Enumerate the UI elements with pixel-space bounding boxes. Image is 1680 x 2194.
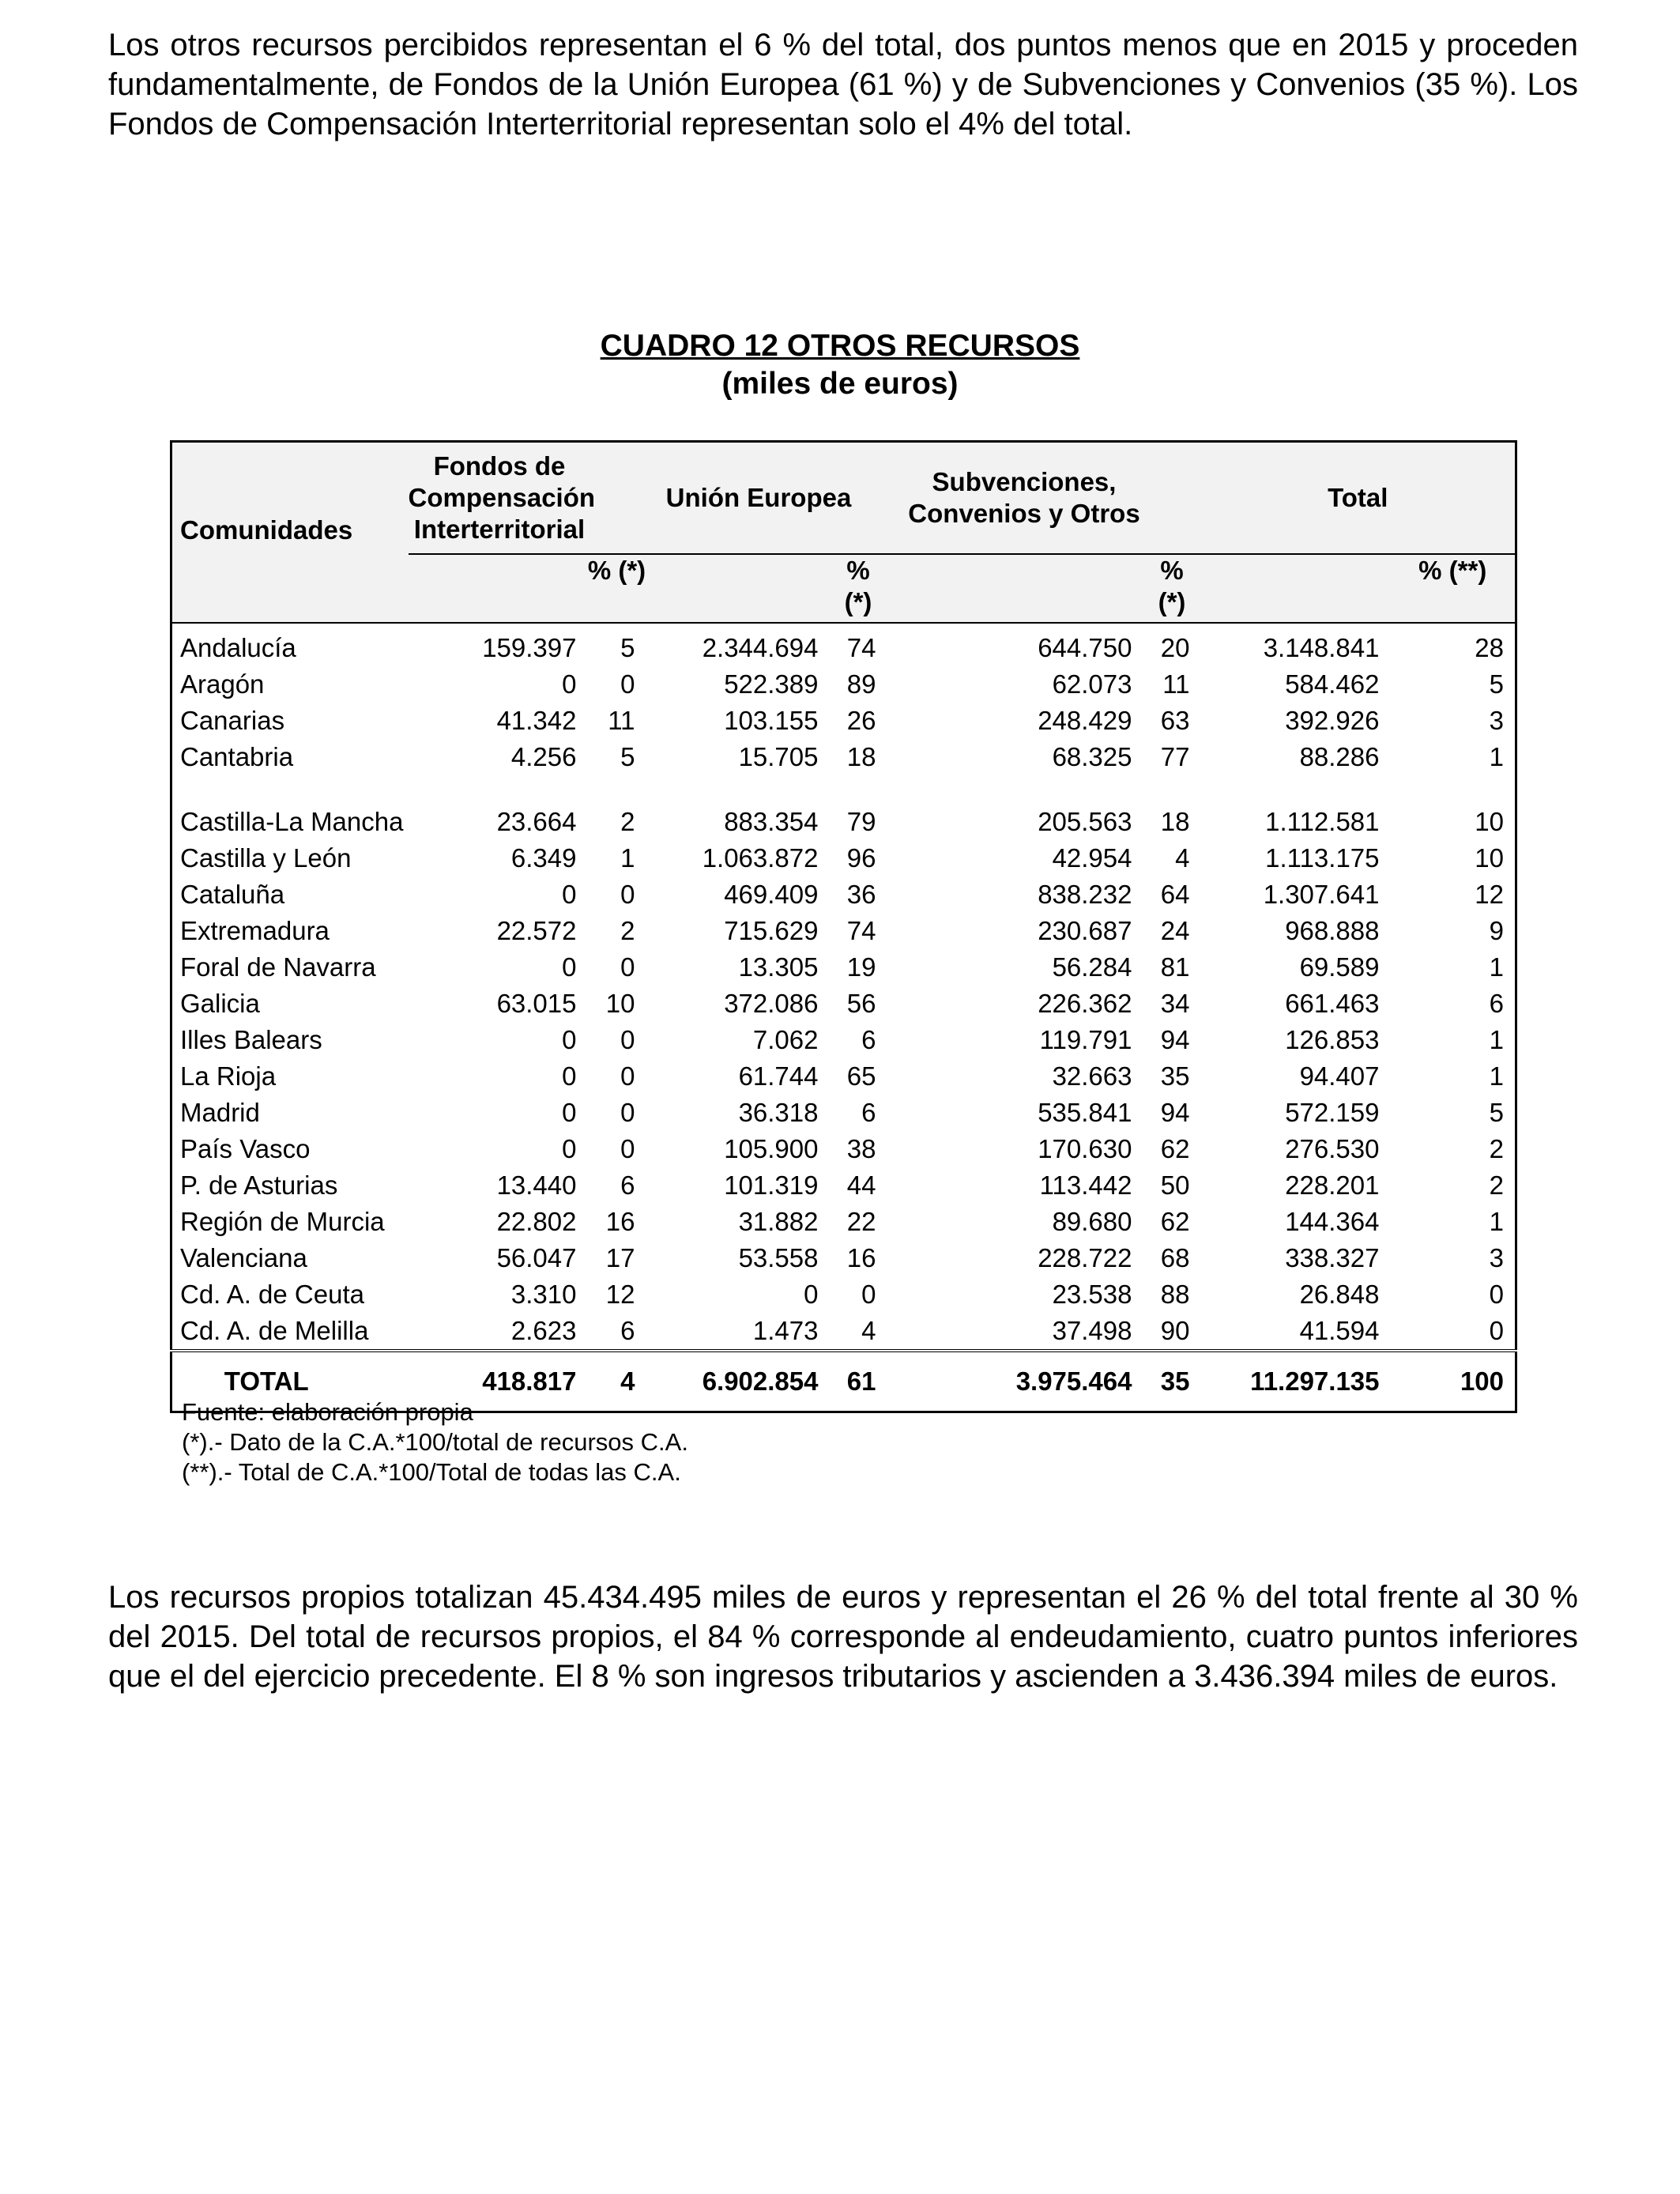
resources-table-container — [170, 440, 1515, 1413]
fci-pct: 12 — [605, 1280, 635, 1309]
ue-amount: 469.409 — [724, 880, 819, 909]
total-total: 11.297.135 — [1201, 1351, 1391, 1412]
table-row — [171, 876, 1516, 913]
ue-pct: 0 — [861, 1280, 876, 1309]
fci-pct: 1 — [620, 843, 635, 873]
header-fci-amount — [409, 554, 588, 623]
subv-amount: 62.073 — [1052, 669, 1132, 699]
subv-pct: 68 — [1160, 1243, 1190, 1272]
total-amount: 26.848 — [1299, 1280, 1380, 1309]
subv-pct: 94 — [1160, 1025, 1190, 1054]
ue-pct: 96 — [846, 843, 876, 873]
row-name: Cd. A. de Ceuta — [180, 1280, 364, 1309]
total-amount: 392.926 — [1285, 706, 1380, 735]
fci-pct: 2 — [620, 916, 635, 945]
subv-pct: 81 — [1160, 952, 1190, 982]
closing-paragraph: Los recursos propios totalizan 45.434.495 miles de euros y representan el 26 % del total frente al 30 % del 2015. Del total de recursos propios, el 84 % corresponde al endeudamiento, cuatro puntos inferiores que el del ejercicio precedente. El 8 % son ingresos tributarios y ascienden a 3.436.394 miles de euros. — [108, 1580, 1578, 1694]
footnote-single-star: (*).- Dato de la C.A.*100/total de recursos C.A. — [182, 1428, 688, 1456]
table-row — [171, 1313, 1516, 1351]
header-subv-amount — [887, 554, 1143, 623]
subv-pct: 18 — [1160, 807, 1190, 836]
fci-pct: 0 — [620, 1025, 635, 1054]
total-amount: 1.112.581 — [1265, 807, 1380, 836]
ue-pct: 26 — [846, 706, 876, 735]
total-subv-pct: 35 — [1143, 1351, 1201, 1412]
ue-amount: 372.086 — [724, 989, 819, 1018]
total-pct: 1 — [1489, 1061, 1505, 1091]
total-ue: 6.902.854 — [646, 1351, 830, 1412]
subv-amount: 42.954 — [1052, 843, 1132, 873]
ue-pct: 65 — [846, 1061, 876, 1091]
ue-amount: 13.305 — [738, 952, 819, 982]
fci-amount: 0 — [562, 1061, 577, 1091]
row-name: Castilla-La Mancha — [180, 807, 404, 836]
fci-amount: 3.310 — [510, 1280, 577, 1309]
total-amount: 144.364 — [1285, 1207, 1380, 1236]
fci-amount: 22.572 — [496, 916, 577, 945]
total-pct: 1 — [1489, 1025, 1505, 1054]
ue-amount: 2.344.694 — [702, 633, 819, 662]
total-fci-pct: 4 — [588, 1351, 646, 1412]
subv-pct: 24 — [1160, 916, 1190, 945]
fci-amount: 56.047 — [496, 1243, 577, 1272]
total-amount: 968.888 — [1285, 916, 1380, 945]
fci-amount: 22.802 — [496, 1207, 577, 1236]
table-row — [171, 739, 1516, 775]
ue-amount: 61.744 — [738, 1061, 819, 1091]
row-name: Aragón — [180, 669, 265, 699]
total-pct: 1 — [1489, 952, 1505, 982]
table-row — [171, 986, 1516, 1022]
table-row — [171, 913, 1516, 949]
table-row — [171, 623, 1516, 666]
fci-pct: 2 — [620, 807, 635, 836]
row-name: P. de Asturias — [180, 1171, 338, 1200]
total-amount: 88.286 — [1299, 742, 1380, 771]
row-name: Galicia — [180, 989, 260, 1018]
row-name: Foral de Navarra — [180, 952, 376, 982]
subv-pct: 62 — [1160, 1134, 1190, 1163]
total-pct: 2 — [1489, 1134, 1505, 1163]
ue-amount: 715.629 — [724, 916, 819, 945]
fci-amount: 23.664 — [496, 807, 577, 836]
header-subv: Subvenciones, Convenios y Otros — [887, 442, 1201, 555]
row-name: Madrid — [180, 1098, 260, 1127]
ue-amount: 15.705 — [738, 742, 819, 771]
total-pct: 3 — [1489, 706, 1505, 735]
ue-amount: 7.062 — [752, 1025, 819, 1054]
row-name: Valenciana — [180, 1243, 307, 1272]
row-name: Cataluña — [180, 880, 285, 909]
header-total: Total — [1201, 442, 1516, 555]
table-row — [171, 1058, 1516, 1095]
total-pct: 12 — [1475, 880, 1505, 909]
ue-amount: 53.558 — [738, 1243, 819, 1272]
fci-pct: 0 — [620, 952, 635, 982]
total-amount: 584.462 — [1285, 669, 1380, 699]
total-ue-pct: 61 — [830, 1351, 887, 1412]
ue-amount: 1.063.872 — [702, 843, 819, 873]
fci-amount: 13.440 — [496, 1171, 577, 1200]
row-name: Andalucía — [180, 633, 296, 662]
fci-amount: 0 — [562, 669, 577, 699]
total-amount: 1.113.175 — [1265, 843, 1380, 873]
fci-amount: 159.397 — [482, 633, 577, 662]
subv-pct: 4 — [1175, 843, 1190, 873]
header-ue-pct: % (*) — [830, 554, 887, 623]
fci-amount: 63.015 — [496, 989, 577, 1018]
table-row — [171, 1095, 1516, 1131]
total-pct: 2 — [1489, 1171, 1505, 1200]
total-fci: 418.817 — [409, 1351, 588, 1412]
total-amount: 41.594 — [1299, 1316, 1380, 1345]
ue-pct: 74 — [846, 633, 876, 662]
subv-amount: 228.722 — [1038, 1243, 1132, 1272]
ue-pct: 38 — [846, 1134, 876, 1163]
ue-pct: 6 — [861, 1098, 876, 1127]
ue-amount: 522.389 — [724, 669, 819, 699]
total-pct: 1 — [1489, 1207, 1505, 1236]
total-amount: 228.201 — [1285, 1171, 1380, 1200]
fci-amount: 41.342 — [496, 706, 577, 735]
table-row — [171, 703, 1516, 739]
ue-pct: 44 — [846, 1171, 876, 1200]
fci-pct: 0 — [620, 880, 635, 909]
ue-amount: 105.900 — [724, 1134, 819, 1163]
ue-pct: 22 — [846, 1207, 876, 1236]
row-name: La Rioja — [180, 1061, 277, 1091]
subv-pct: 34 — [1160, 989, 1190, 1018]
subv-amount: 68.325 — [1052, 742, 1132, 771]
total-pct: 3 — [1489, 1243, 1505, 1272]
fci-amount: 4.256 — [510, 742, 577, 771]
total-label: TOTAL — [171, 1351, 409, 1412]
ue-pct: 36 — [846, 880, 876, 909]
total-pct: 28 — [1475, 633, 1505, 662]
fci-amount: 0 — [562, 1134, 577, 1163]
table-row — [171, 666, 1516, 703]
ue-pct: 89 — [846, 669, 876, 699]
row-name: País Vasco — [180, 1134, 311, 1163]
total-amount: 572.159 — [1285, 1098, 1380, 1127]
row-name: Región de Murcia — [180, 1207, 385, 1236]
total-pct: 9 — [1489, 916, 1505, 945]
table-row — [171, 1240, 1516, 1276]
subv-amount: 32.663 — [1052, 1061, 1132, 1091]
fci-pct: 6 — [620, 1171, 635, 1200]
row-name: Castilla y León — [180, 843, 352, 873]
subv-amount: 226.362 — [1038, 989, 1132, 1018]
table-row — [171, 1131, 1516, 1167]
total-amount: 94.407 — [1299, 1061, 1380, 1091]
total-amount: 276.530 — [1285, 1134, 1380, 1163]
total-pct: 0 — [1489, 1316, 1505, 1345]
table-subtitle: (miles de euros) — [721, 367, 959, 401]
subv-pct: 11 — [1162, 669, 1190, 699]
subv-amount: 89.680 — [1052, 1207, 1132, 1236]
table-row — [171, 1022, 1516, 1058]
subv-pct: 35 — [1160, 1061, 1190, 1091]
fci-pct: 6 — [620, 1316, 635, 1345]
subv-amount: 230.687 — [1038, 916, 1132, 945]
fci-pct: 16 — [605, 1207, 635, 1236]
total-amount: 338.327 — [1285, 1243, 1380, 1272]
subv-amount: 170.630 — [1038, 1134, 1132, 1163]
subv-amount: 113.442 — [1039, 1171, 1132, 1200]
ue-amount: 883.354 — [724, 807, 819, 836]
fci-amount: 2.623 — [510, 1316, 577, 1345]
fci-amount: 0 — [562, 952, 577, 982]
fci-pct: 10 — [605, 989, 635, 1018]
total-subv: 3.975.464 — [887, 1351, 1143, 1412]
subv-amount: 248.429 — [1038, 706, 1132, 735]
ue-amount: 101.319 — [724, 1171, 819, 1200]
fci-pct: 0 — [620, 1098, 635, 1127]
total-pct: 0 — [1489, 1280, 1505, 1309]
total-amount: 3.148.841 — [1263, 633, 1380, 662]
ue-pct: 18 — [846, 742, 876, 771]
total-total-pct: 100 — [1391, 1351, 1516, 1412]
header-total-amount — [1201, 554, 1391, 623]
header-ue: Unión Europea — [646, 442, 887, 555]
subv-amount: 56.284 — [1052, 952, 1132, 982]
total-pct: 5 — [1489, 1098, 1505, 1127]
subv-amount: 838.232 — [1038, 880, 1132, 909]
subv-pct: 94 — [1160, 1098, 1190, 1127]
table-row — [171, 1204, 1516, 1240]
ue-pct: 74 — [846, 916, 876, 945]
ue-amount: 31.882 — [738, 1207, 819, 1236]
header-total-pct: % (**) — [1391, 554, 1516, 623]
header-fci-pct: % (*) — [588, 554, 646, 623]
fci-pct: 0 — [620, 669, 635, 699]
subv-pct: 62 — [1160, 1207, 1190, 1236]
ue-pct: 4 — [861, 1316, 876, 1345]
row-name: Canarias — [180, 706, 285, 735]
fci-pct: 0 — [620, 1061, 635, 1091]
header-subv-pct: % (*) — [1143, 554, 1201, 623]
ue-pct: 16 — [846, 1243, 876, 1272]
fci-pct: 11 — [608, 706, 635, 735]
table-row — [171, 1276, 1516, 1313]
subv-amount: 205.563 — [1038, 807, 1132, 836]
intro-paragraph: Los otros recursos percibidos representan el 6 % del total, dos puntos menos que en 2015 y proceden fundamentalmente, de Fondos de la Unión Europea (61 %) y de Subvenciones y Convenios (35 %). Los Fondos de Compensación Interterritorial representan solo el 4% del total. — [108, 28, 1578, 141]
row-name: Extremadura — [180, 916, 330, 945]
footnote-double-star: (**).- Total de C.A.*100/Total de todas las C.A. — [182, 1458, 681, 1486]
total-pct: 6 — [1489, 989, 1505, 1018]
fci-amount: 0 — [562, 1098, 577, 1127]
row-name: Cantabria — [180, 742, 294, 771]
subv-pct: 64 — [1160, 880, 1190, 909]
subv-amount: 23.538 — [1052, 1280, 1132, 1309]
row-name: Cd. A. de Melilla — [180, 1316, 369, 1345]
total-amount: 1.307.641 — [1263, 880, 1380, 909]
subv-pct: 50 — [1160, 1171, 1190, 1200]
ue-pct: 6 — [861, 1025, 876, 1054]
resources-table — [170, 440, 1517, 1413]
ue-amount: 103.155 — [724, 706, 819, 735]
subv-amount: 644.750 — [1038, 633, 1132, 662]
ue-pct: 56 — [846, 989, 876, 1018]
total-amount: 661.463 — [1285, 989, 1380, 1018]
ue-pct: 79 — [846, 807, 876, 836]
header-comunidades: Comunidades — [171, 442, 409, 624]
ue-amount: 0 — [804, 1280, 819, 1309]
total-pct: 1 — [1489, 742, 1505, 771]
subv-amount: 535.841 — [1038, 1098, 1132, 1127]
subv-pct: 63 — [1160, 706, 1190, 735]
total-pct: 5 — [1489, 669, 1505, 699]
ue-pct: 19 — [846, 952, 876, 982]
total-amount: 126.853 — [1285, 1025, 1380, 1054]
subv-pct: 20 — [1160, 633, 1190, 662]
ue-amount: 1.473 — [752, 1316, 819, 1345]
table-row — [171, 775, 1516, 840]
header-ue-amount — [646, 554, 830, 623]
fci-pct: 17 — [605, 1243, 635, 1272]
subv-amount: 37.498 — [1052, 1316, 1132, 1345]
total-amount: 69.589 — [1299, 952, 1380, 982]
fci-pct: 5 — [620, 742, 635, 771]
fci-amount: 0 — [562, 880, 577, 909]
source-note: Fuente: elaboración propia — [182, 1398, 473, 1426]
fci-pct: 0 — [620, 1134, 635, 1163]
table-row — [171, 1167, 1516, 1204]
row-name: Illes Balears — [180, 1025, 322, 1054]
table-notes — [182, 1397, 688, 1487]
fci-amount: 0 — [562, 1025, 577, 1054]
header-fci: Fondos de Compensación Interterritorial — [409, 442, 646, 555]
subv-pct: 77 — [1160, 742, 1190, 771]
fci-pct: 5 — [620, 633, 635, 662]
subv-pct: 90 — [1160, 1316, 1190, 1345]
subv-amount: 119.791 — [1039, 1025, 1132, 1054]
table-row — [171, 949, 1516, 986]
table-title: CUADRO 12 OTROS RECURSOS — [600, 329, 1080, 363]
total-pct: 10 — [1475, 843, 1505, 873]
table-row — [171, 840, 1516, 876]
subv-pct: 88 — [1160, 1280, 1190, 1309]
ue-amount: 36.318 — [738, 1098, 819, 1127]
total-pct: 10 — [1475, 807, 1505, 836]
fci-amount: 6.349 — [510, 843, 577, 873]
